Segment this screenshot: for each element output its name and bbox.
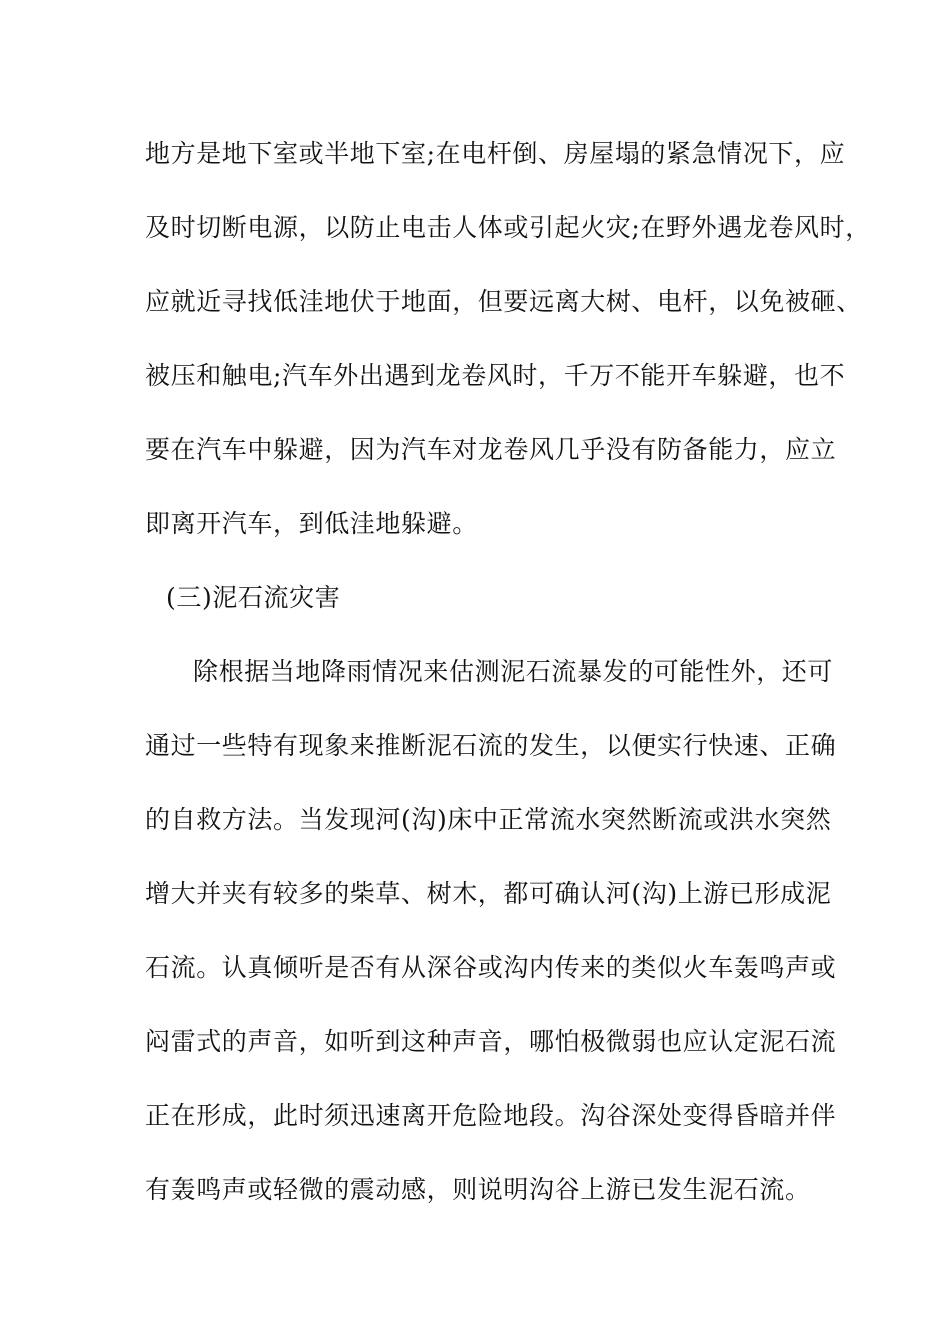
paragraph-2-line-1: 除根据当地降雨情况来估测泥石流暴发的可能性外，还可: [193, 657, 834, 686]
paragraph-1-line-5: 要在汽车中躲避，因为汽车对龙卷风几乎没有防备能力，应立: [145, 435, 837, 464]
paragraph-2-line-4: 增大并夹有较多的柴草、树木，都可确认河(沟)上游已形成泥: [145, 879, 832, 908]
paragraph-2-line-3: 的自救方法。当发现河(沟)床中正常流水突然断流或洪水突然: [145, 805, 832, 834]
paragraph-1-line-1: 地方是地下室或半地下室;在电杆倒、房屋塌的紧急情况下，应: [145, 139, 846, 168]
paragraph-1-line-4: 被压和触电;汽车外出遇到龙卷风时，千万不能开车躲避，也不: [145, 361, 846, 390]
paragraph-2-line-8: 有轰鸣声或轻微的震动感，则说明沟谷上游已发生泥石流。: [145, 1175, 811, 1204]
paragraph-2-line-2: 通过一些特有现象来推断泥石流的发生，以便实行快速、正确: [145, 731, 837, 760]
paragraph-1-line-6: 即离开汽车，到低洼地躲避。: [145, 509, 478, 538]
paragraph-2-line-5: 石流。认真倾听是否有从深谷或沟内传来的类似火车轰鸣声或: [145, 953, 837, 982]
paragraph-1-line-2: 及时切断电源，以防止电击人体或引起火灾;在野外遇龙卷风时，: [145, 213, 871, 242]
paragraph-2-line-7: 正在形成，此时须迅速离开危险地段。沟谷深处变得昏暗并伴: [145, 1101, 837, 1130]
section-heading: (三)泥石流灾害: [166, 583, 341, 612]
paragraph-2-line-6: 闷雷式的声音，如听到这种声音，哪怕极微弱也应认定泥石流: [145, 1027, 837, 1056]
paragraph-1-line-3: 应就近寻找低洼地伏于地面，但要远离大树、电杆，以免被砸、: [145, 287, 862, 316]
